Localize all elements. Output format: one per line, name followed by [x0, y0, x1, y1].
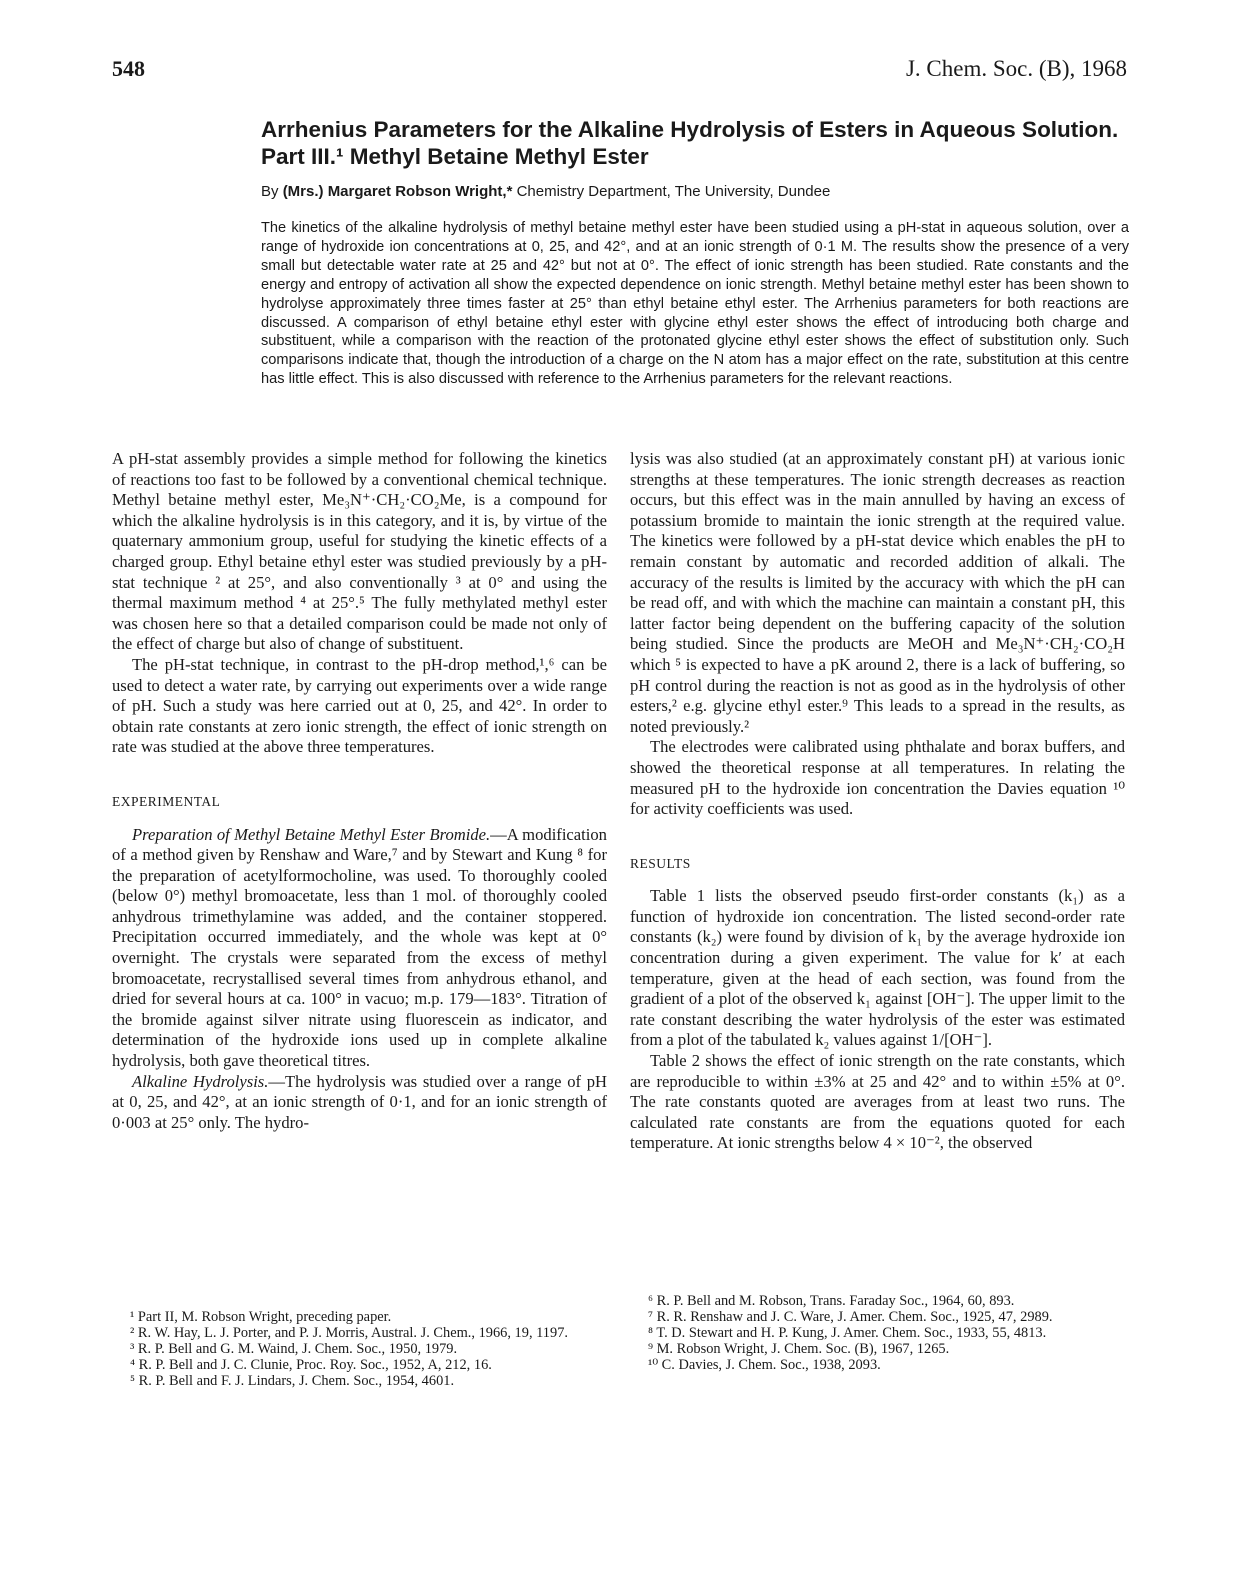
journal-reference: J. Chem. Soc. (B), 1968: [905, 56, 1127, 81]
intro-paragraph-2: The pH-stat technique, in contrast to the pH-drop method,¹,⁶ can be used to detect a water rate, by carrying out experiments over a wide range of pH. Such a study was here carried out at 0, 25, and 42°. In order to obtain rate constants at zero ionic strength, the effect of ionic strength on rate was studied at the above three temperatures.: [112, 654, 607, 757]
author-name: (Mrs.) Margaret Robson Wright,*: [282, 183, 513, 200]
footnote: ⁶ R. P. Bell and M. Robson, Trans. Faraday Soc., 1964, 60, 893.: [648, 1293, 1015, 1309]
right-column: [630, 449, 1125, 1154]
byline: [261, 183, 1141, 200]
preparation-paragraph: [112, 825, 607, 1072]
footnotes-right: [630, 1293, 1125, 1373]
footnote: ⁹ M. Robson Wright, J. Chem. Soc. (B), 1967, 1265.: [648, 1341, 950, 1357]
footnote: ² R. W. Hay, L. J. Porter, and P. J. Morris, Austral. J. Chem., 1966, 19, 1197.: [130, 1325, 568, 1341]
methods-paragraph-2: The electrodes were calibrated using phthalate and borax buffers, and showed the theoretical response at all temperatures. In relating the measured pH to the hydroxide ion concentration the Davies equation ¹⁰ for activity coefficients was used.: [630, 737, 1125, 819]
alkaline-hydrolysis-subheading: Alkaline Hydrolysis.: [132, 1071, 269, 1091]
alkaline-hydrolysis-text: —The hydrolysis was studied over a range of pH at 0, 25, and 42°, at an ionic strength of 0·1, and for an ionic strength of 0·003 at 25° only. The hydro-: [112, 1071, 607, 1132]
footnote: ⁷ R. R. Renshaw and J. C. Ware, J. Amer. Chem. Soc., 1925, 47, 2989.: [648, 1309, 1053, 1325]
methods-paragraph-1: lysis was also studied (at an approximately constant pH) at various ionic strengths at these temperatures. The ionic strength decreases as reaction occurs, but this effect was in the main annulled by having an excess of potassium bromide to maintain the ionic strength at the required value. The kinetics were followed by a pH-stat device which enables the pH to remain constant by automatic and recorded addition of alkali. The accuracy of the results is limited by the accuracy with which the pH can be read off, and with which the machine can maintain a constant pH, this latter factor being dependent on the buffering capacity of the solution being studied. Since the products are MeOH and Me₃N⁺·CH₂·CO₂H which ⁵ is expected to have a pK around 2, there is a lack of buffering, so pH control during the reaction is not as good as in the hydrolysis of other esters,² e.g. glycine ethyl ester.⁹ This leads to a spread in the results, as noted previously.²: [630, 449, 1125, 736]
footnote: ¹⁰ C. Davies, J. Chem. Soc., 1938, 2093.: [648, 1357, 881, 1373]
abstract: The kinetics of the alkaline hydrolysis of methyl betaine methyl ester have been studied using a pH-stat in aqueous solution, over a range of hydroxide ion concentrations at 0, 25, and 42°, and at an ionic strength of 0·1 M. The results show the presence of a very small but detectable water rate at 25 and 42° but not at 0°. The effect of ionic strength has been studied. Rate constants and the energy and entropy of activation all show the expected dependence on ionic strength. Methyl betaine methyl ester has been shown to hydrolyse approximately three times faster at 25° than ethyl betaine ethyl ester. The Arrhenius parameters for both reactions are discussed. A comparison of ethyl betaine ethyl ester with glycine ethyl ester shows the effect of introducing both charge and substituent, while a comparison with the reaction of the protonated glycine ethyl ester shows the effect of substitution only. Such comparisons indicate that, though the introduction of a charge on the N atom has a major effect on the rate, substitution at this centre has little effect. This is also discussed with reference to the Arrhenius parameters for the relevant reactions.: [261, 220, 1129, 388]
alkaline-hydrolysis-paragraph: [112, 1072, 607, 1134]
footnote: ¹ Part II, M. Robson Wright, preceding paper.: [130, 1309, 392, 1325]
footnote: ⁵ R. P. Bell and F. J. Lindars, J. Chem. Soc., 1954, 4601.: [130, 1373, 455, 1389]
footnotes-left: [112, 1309, 607, 1389]
article-title: Arrhenius Parameters for the Alkaline Hydrolysis of Esters in Aqueous Solution. Part III.¹ Methyl Betaine Methyl Ester: [261, 117, 1119, 169]
experimental-heading: EXPERIMENTAL: [112, 793, 221, 809]
preparation-text: —A modification of a method given by Renshaw and Ware,⁷ and by Stewart and Kung ⁸ for the preparation of acetylformocholine, was used. To thoroughly cooled (below 0°) methyl bromoacetate, less than 1 mol. of thoroughly cooled anhydrous trimethylamine was added, and the container stoppered. Precipitation occurred immediately, and the whole was kept at 0° overnight. The crystals were separated from the excess of methyl bromoacetate, recrystallised several times from anhydrous ethanol, and dried for several hours at ca. 100° in vacuo; m.p. 179—183°. Titration of the bromide against silver nitrate using fluorescein as indicator, and determination of the hydroxide ions used up in complete alkaline hydrolysis, both gave theoretical titres.: [112, 824, 607, 1071]
affiliation: Chemistry Department, The University, Dundee: [512, 183, 831, 200]
left-column: [112, 449, 607, 1133]
results-heading: RESULTS: [630, 855, 691, 871]
footnote: ³ R. P. Bell and G. M. Waind, J. Chem. Soc., 1950, 1979.: [130, 1341, 458, 1357]
footnote: ⁴ R. P. Bell and J. C. Clunie, Proc. Roy. Soc., 1952, A, 212, 16.: [130, 1357, 492, 1373]
preparation-subheading: Preparation of Methyl Betaine Methyl Ester Bromide.: [132, 824, 491, 844]
intro-paragraph-1: A pH-stat assembly provides a simple method for following the kinetics of reactions too fast to be followed by a conventional chemical technique. Methyl betaine methyl ester, Me₃N⁺·CH₂·CO₂Me, is a compound for which the alkaline hydrolysis is in this category, and it is, by virtue of the quaternary ammonium group, useful for studying the kinetic effects of a charged group. Ethyl betaine ethyl ester was studied previously by a pH-stat technique ² at 25°, and also conventionally ³ at 0° and using the thermal maximum method ⁴ at 25°.⁵ The fully methylated methyl ester was chosen here so that a detailed comparison could be made not only of the effect of charge but also of change of substituent.: [112, 449, 607, 654]
footnote: ⁸ T. D. Stewart and H. P. Kung, J. Amer. Chem. Soc., 1933, 55, 4813.: [648, 1325, 1047, 1341]
page-number: 548: [112, 56, 145, 81]
results-paragraph-2: Table 2 shows the effect of ionic strength on the rate constants, which are reproducible to within ±3% at 25 and 42° and to within ±5% at 0°. The rate constants quoted are averages from at least two runs. The calculated rate constants are from the equations quoted for each temperature. At ionic strengths below 4 × 10⁻², the observed: [630, 1051, 1125, 1153]
byline-prefix: By: [261, 183, 283, 200]
results-paragraph-1: Table 1 lists the observed pseudo first-order constants (k₁) as a function of hydroxide ion concentration. The listed second-order rate constants (k₂) were found by division of k₁ by the average hydroxide ion concentration during a given experiment. The value for k′ at each temperature, given at the head of each section, was found from the gradient of a plot of the observed k₁ against [OH⁻]. The upper limit to the rate constant describing the water hydrolysis of the ester was estimated from a plot of the tabulated k₂ values against 1/[OH⁻].: [630, 886, 1125, 1050]
